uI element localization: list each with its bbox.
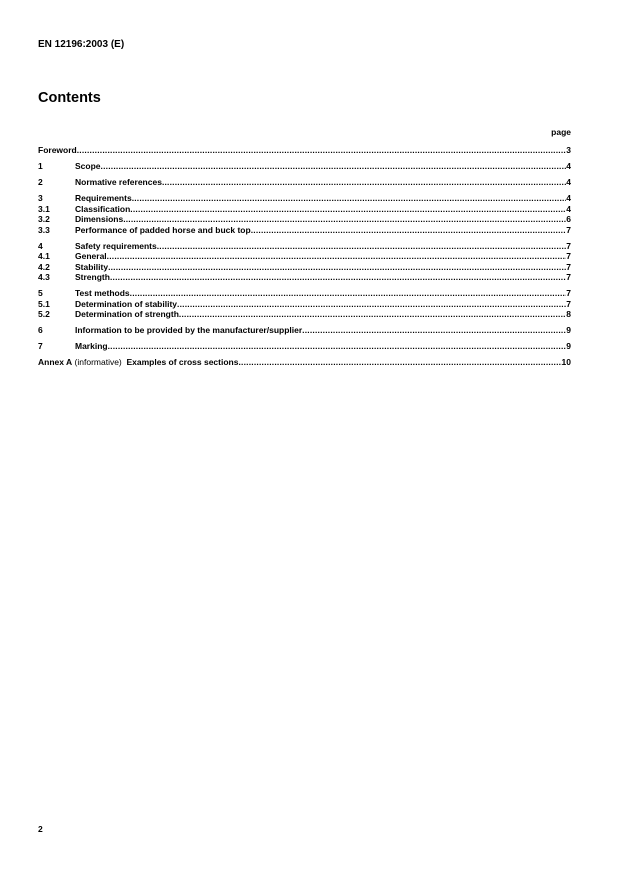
toc-entry-page: 7 <box>566 261 571 272</box>
toc-entry-page: 6 <box>566 214 571 224</box>
toc-entry-title: Marking <box>75 341 108 351</box>
toc-entry-number: 5.1 <box>38 298 50 309</box>
toc-entry-title: Requirements <box>75 193 132 203</box>
toc-entry-annex-a[interactable] <box>38 357 571 368</box>
toc-leader <box>162 177 566 188</box>
toc-entry-scope[interactable] <box>38 161 571 172</box>
toc-leader <box>110 272 566 283</box>
page-number: 2 <box>38 824 43 834</box>
toc-entry-information[interactable] <box>38 325 571 336</box>
toc-entry-page: 4 <box>566 203 571 214</box>
toc-leader <box>302 325 566 336</box>
toc-leader <box>238 357 561 368</box>
toc-entry-normative-references[interactable] <box>38 177 571 188</box>
toc-leader <box>77 145 567 156</box>
toc-entry-page: 7 <box>566 272 571 282</box>
toc-entry-title: Scope <box>75 161 101 171</box>
toc-entry-determination-of-strength[interactable] <box>38 309 571 320</box>
toc-entry-title: Stability <box>75 261 109 272</box>
toc-entry-title: Dimensions <box>75 214 124 224</box>
toc-entry-foreword[interactable] <box>38 145 571 156</box>
toc-entry-determination-of-stability[interactable] <box>38 299 571 310</box>
toc-annex-name: Examples of cross sections <box>126 357 239 367</box>
toc-entry-title: Strength <box>75 272 110 282</box>
toc-leader <box>101 161 567 172</box>
toc-entry-page: 4 <box>566 177 571 187</box>
toc-entry-number: 2 <box>38 177 43 187</box>
toc-entry-title: General <box>75 251 107 261</box>
toc-entry-number: 4.2 <box>38 261 50 272</box>
toc-entry-requirements[interactable] <box>38 193 571 204</box>
contents-heading: Contents <box>38 90 101 106</box>
toc-leader <box>108 341 567 352</box>
toc-entry-number: 5.2 <box>38 309 50 319</box>
toc-entry-number: 6 <box>38 325 43 335</box>
toc-entry-page: 9 <box>566 325 571 335</box>
toc-leader <box>251 225 567 236</box>
toc-entry-number: 3.1 <box>38 203 50 214</box>
toc-entry-page: 10 <box>561 357 571 367</box>
toc-entry-number: 4.3 <box>38 272 50 282</box>
document-id: EN 12196:2003 (E) <box>38 39 125 50</box>
toc-leader <box>108 262 566 273</box>
toc-entry-number: 3.3 <box>38 224 50 235</box>
toc-leader <box>130 204 566 215</box>
toc-leader <box>123 214 566 225</box>
toc-entry-title: Information to be provided by the manufacturer/supplier <box>75 325 303 335</box>
toc-leader <box>179 309 566 320</box>
toc-entry-title: Foreword <box>38 145 77 155</box>
page-column-label: page <box>551 127 571 137</box>
toc-entry-page: 3 <box>566 145 571 155</box>
toc-entry-number: 5 <box>38 288 43 298</box>
toc-entry-number: 4 <box>38 240 43 251</box>
toc-entry-title: Test methods <box>75 288 130 298</box>
toc-entry-title: Normative references <box>75 177 162 187</box>
toc-entry-classification[interactable] <box>38 204 571 215</box>
toc-entry-page: 7 <box>566 298 571 309</box>
toc-leader <box>177 299 566 310</box>
toc-entry-marking[interactable] <box>38 341 571 352</box>
toc-leader <box>132 193 567 204</box>
toc-entry-stability[interactable] <box>38 262 571 273</box>
toc-annex-title <box>38 357 238 368</box>
toc-entry-page: 7 <box>566 251 571 261</box>
toc-entry-page: 4 <box>566 161 571 171</box>
table-of-contents <box>38 145 571 368</box>
toc-entry-strength[interactable] <box>38 272 571 283</box>
toc-entry-number: 3 <box>38 193 43 203</box>
toc-entry-number: 3.2 <box>38 214 50 224</box>
toc-entry-page: 9 <box>566 341 571 351</box>
toc-entry-page: 4 <box>566 193 571 203</box>
toc-entry-title: Classification <box>75 203 131 214</box>
toc-entry-general[interactable] <box>38 251 571 262</box>
toc-entry-dimensions[interactable] <box>38 214 571 225</box>
toc-entry-test-methods[interactable] <box>38 288 571 299</box>
toc-entry-title: Performance of padded horse and buck top <box>75 224 251 235</box>
toc-entry-number: 1 <box>38 161 43 171</box>
toc-leader <box>107 251 567 262</box>
toc-entry-performance[interactable] <box>38 225 571 236</box>
toc-entry-safety-requirements[interactable] <box>38 241 571 252</box>
toc-annex-qualifier: (informative) <box>72 357 127 367</box>
toc-leader <box>130 288 567 299</box>
toc-entry-page: 7 <box>566 224 571 235</box>
toc-entry-page: 8 <box>566 309 571 319</box>
toc-entry-title: Determination of strength <box>75 309 179 319</box>
toc-entry-title: Safety requirements <box>75 240 157 251</box>
toc-leader <box>157 241 567 252</box>
toc-entry-title: Determination of stability <box>75 298 178 309</box>
toc-entry-page: 7 <box>566 288 571 298</box>
toc-annex-lead: Annex A <box>38 357 73 367</box>
toc-entry-number: 4.1 <box>38 251 50 261</box>
toc-entry-number: 7 <box>38 341 43 351</box>
toc-entry-page: 7 <box>566 240 571 251</box>
